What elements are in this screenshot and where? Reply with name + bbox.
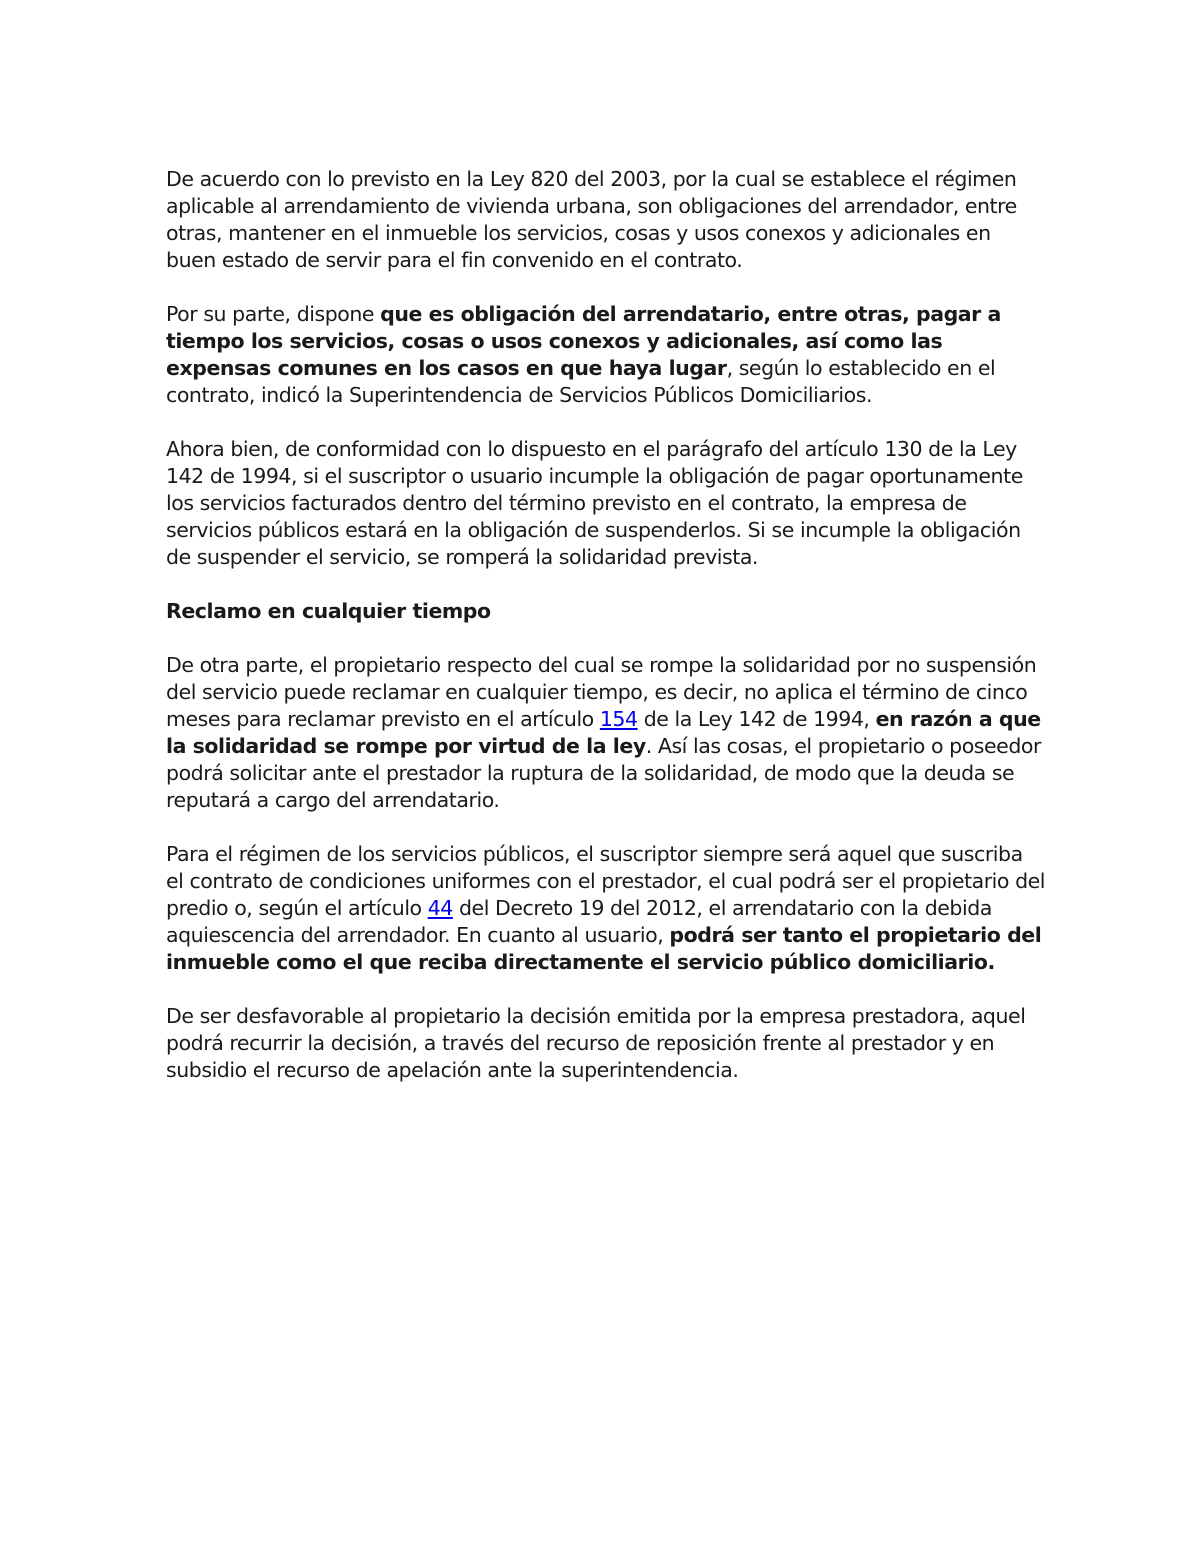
text-run: del Decreto 19 del 2012, el arrendatario con la debida aquiescencia del arrendador. En cuanto al usuario,	[166, 896, 992, 947]
paragraph-obligacion-arrendatario	[166, 301, 1046, 409]
text-run: Por su parte, dispone	[166, 302, 381, 326]
paragraph-regimen-suscriptor	[166, 841, 1046, 976]
paragraph-articulo-130: Ahora bien, de conformidad con lo dispuesto en el parágrafo del artículo 130 de la Ley 142 de 1994, si el suscriptor o usuario incumple la obligación de pagar oportunamente los servicios facturados dentro del término previsto en el contrato, la empresa de servicios públicos estará en la obligación de suspenderlos. Si se incumple la obligación de suspender el servicio, se romperá la solidaridad prevista.	[166, 437, 1023, 569]
paragraph-ley-820: De acuerdo con lo previsto en la Ley 820 del 2003, por la cual se establece el régimen aplicable al arrendamiento de vivienda urbana, son obligaciones del arrendador, entre otras, mantener en el inmueble los servicios, cosas y usos conexos y adicionales en buen estado de servir para el fin convenido en el contrato.	[166, 167, 1017, 272]
text-run: Para el régimen de los servicios públicos, el suscriptor siempre será aquel que suscriba el contrato de condiciones uniformes con el prestador, el cual podrá ser el propietario del predio o, según el artículo	[166, 842, 1046, 920]
bold-text-run: en razón a que la solidaridad se rompe por virtud de la ley	[166, 707, 1041, 758]
section-heading: Reclamo en cualquier tiempo	[166, 599, 491, 623]
document-page	[166, 166, 1046, 1111]
text-run: De otra parte, el propietario respecto del cual se rompe la solidaridad por no suspensión del servicio puede reclamar en cualquier tiempo, es decir, no aplica el término de cinco meses para reclamar previsto en el artículo	[166, 653, 1037, 731]
bold-text-run: que es obligación del arrendatario, entre otras, pagar a tiempo los servicios, cosas o usos conexos y adicionales, así como las expensas comunes en los casos en que haya lugar	[166, 302, 1001, 380]
paragraph-reclamo	[166, 652, 1046, 814]
article-154-link[interactable]: 154	[599, 707, 638, 731]
paragraph-recursos: De ser desfavorable al propietario la decisión emitida por la empresa prestadora, aquel podrá recurrir la decisión, a través del recurso de reposición frente al prestador y en subsidio el recurso de apelación ante la superintendencia.	[166, 1004, 1026, 1082]
text-run: . Así las cosas, el propietario o poseedor podrá solicitar ante el prestador la ruptura de la solidaridad, de modo que la deuda se reputará a cargo del arrendatario.	[166, 734, 1041, 812]
text-run: , según lo establecido en el contrato, indicó la Superintendencia de Servicios Públicos Domiciliarios.	[166, 356, 996, 407]
article-44-link[interactable]: 44	[427, 896, 453, 920]
bold-text-run: podrá ser tanto el propietario del inmueble como el que reciba directamente el servicio público domiciliario.	[166, 923, 1042, 974]
text-run: de la Ley 142 de 1994,	[637, 707, 876, 731]
